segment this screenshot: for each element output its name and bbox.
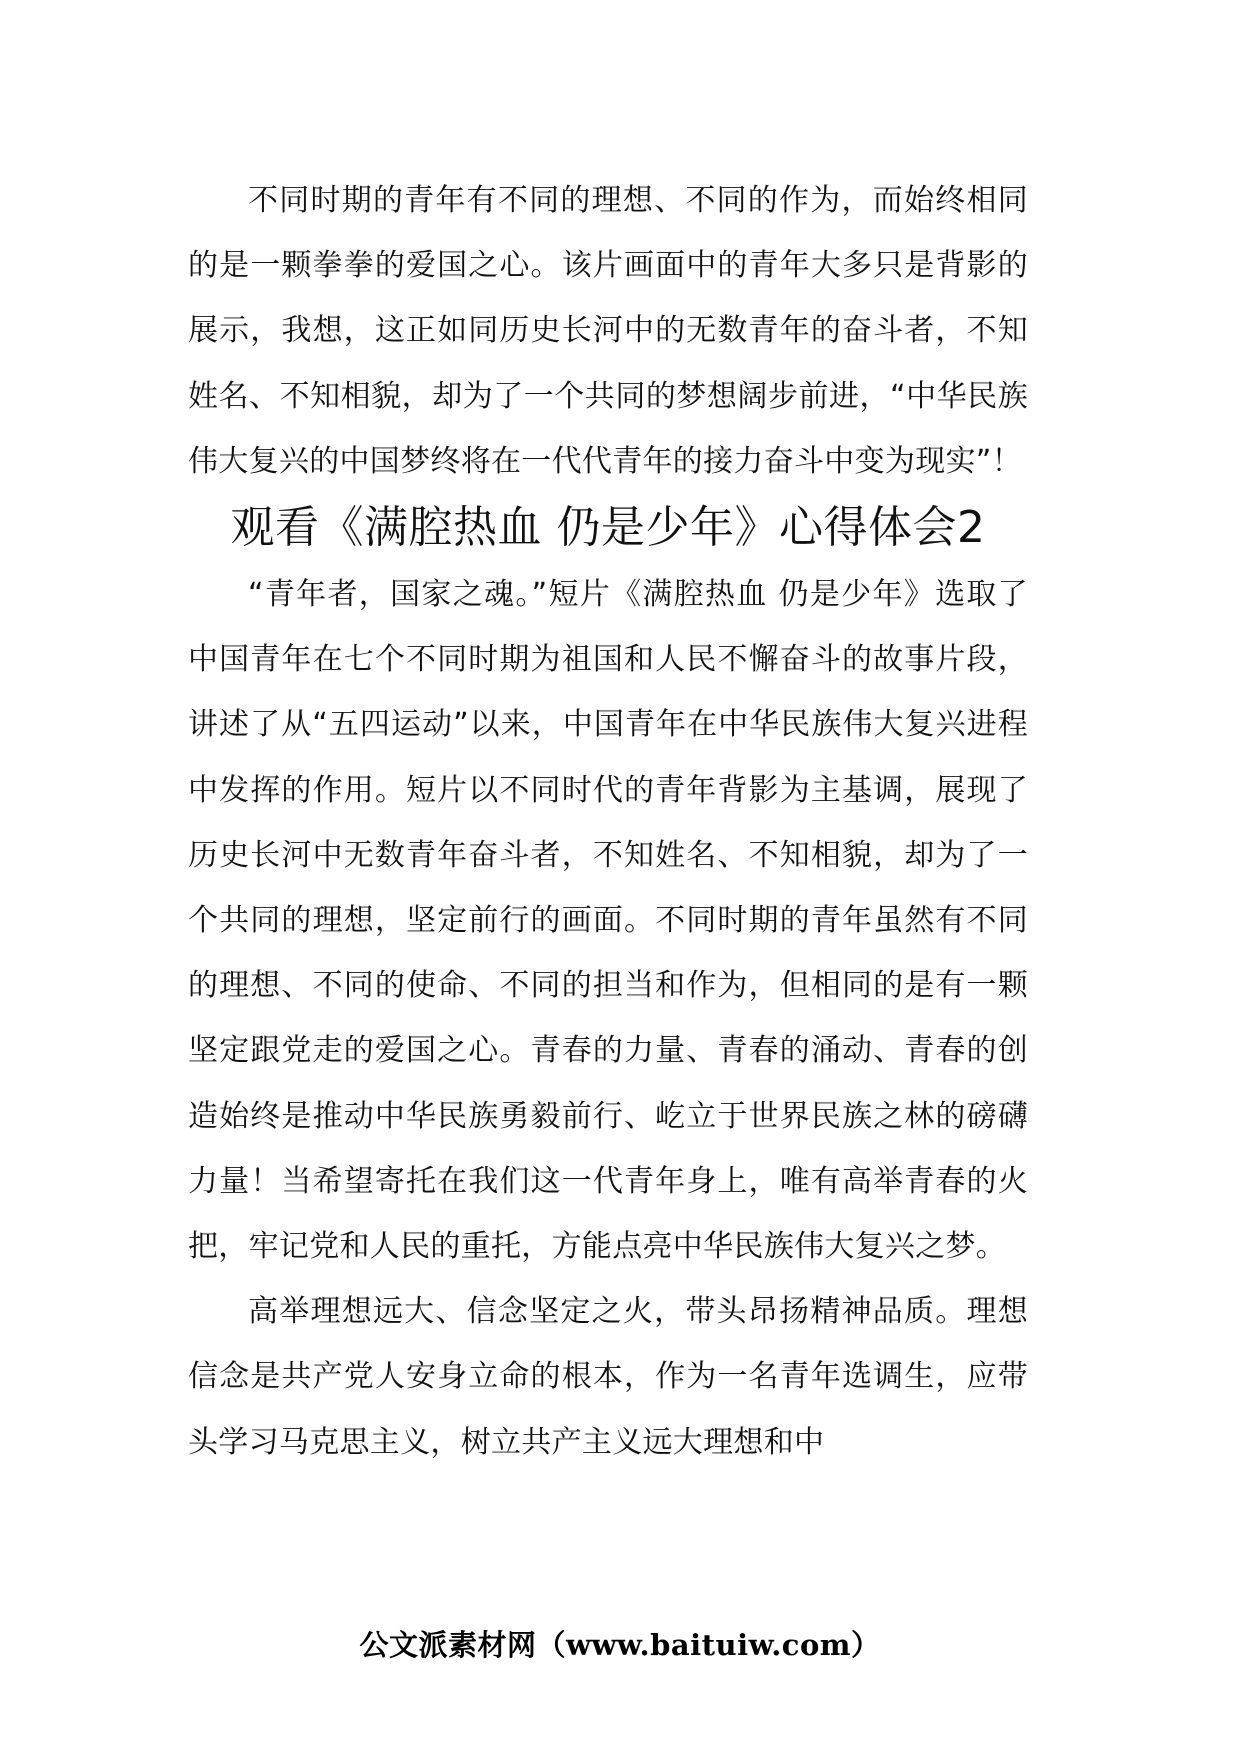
- body-paragraph-1: 不同时期的青年有不同的理想、不同的作为，而始终相同的是一颗拳拳的爱国之心。该片画面中的青年大多只是背影的展示，我想，这正如同历史长河中的无数青年的奋斗者，不知姓名、不知相貌，却为了一个共同的梦想阔步前进，“中华民族伟大复兴的中国梦终将在一代代青年的接力奋斗中变为现实”！: [188, 183, 1028, 479]
- body-paragraph-2: “青年者，国家之魂。”短片《满腔热血 仍是少年》选取了中国青年在七个不同时期为祖国和人民不懈奋斗的故事片段，讲述了从“五四运动”以来，中国青年在中华民族伟大复兴进程中发挥的作用。短片以不同时代的青年背影为主基调，展现了历史长河中无数青年奋斗者，不知姓名、不知相貌，却为了一个共同的理想，坚定前行的画面。不同时期的青年虽然有不同的理想、不同的使命、不同的担当和作为，但相同的是有一颗坚定跟党走的爱国之心。青春的力量、青春的涌动、青春的创造始终是推动中华民族勇毅前行、屹立于世界民族之林的磅礴力量！当希望寄托在我们这一代青年身上，唯有高举青春的火把，牢记党和人民的重托，方能点亮中华民族伟大复兴之梦。: [188, 577, 1028, 1265]
- section-title: 观看《满腔热血 仍是少年》心得体会2: [230, 502, 986, 554]
- body-paragraph-3: 高举理想远大、信念坚定之火，带头昂扬精神品质。理想信念是共产党人安身立命的根本，作为一名青年选调生，应带头学习马克思主义，树立共产主义远大理想和中: [188, 1294, 1028, 1460]
- document-body: [188, 168, 1028, 1475]
- footer-watermark: 公文派素材网（www.baituiw.com）: [359, 1628, 881, 1662]
